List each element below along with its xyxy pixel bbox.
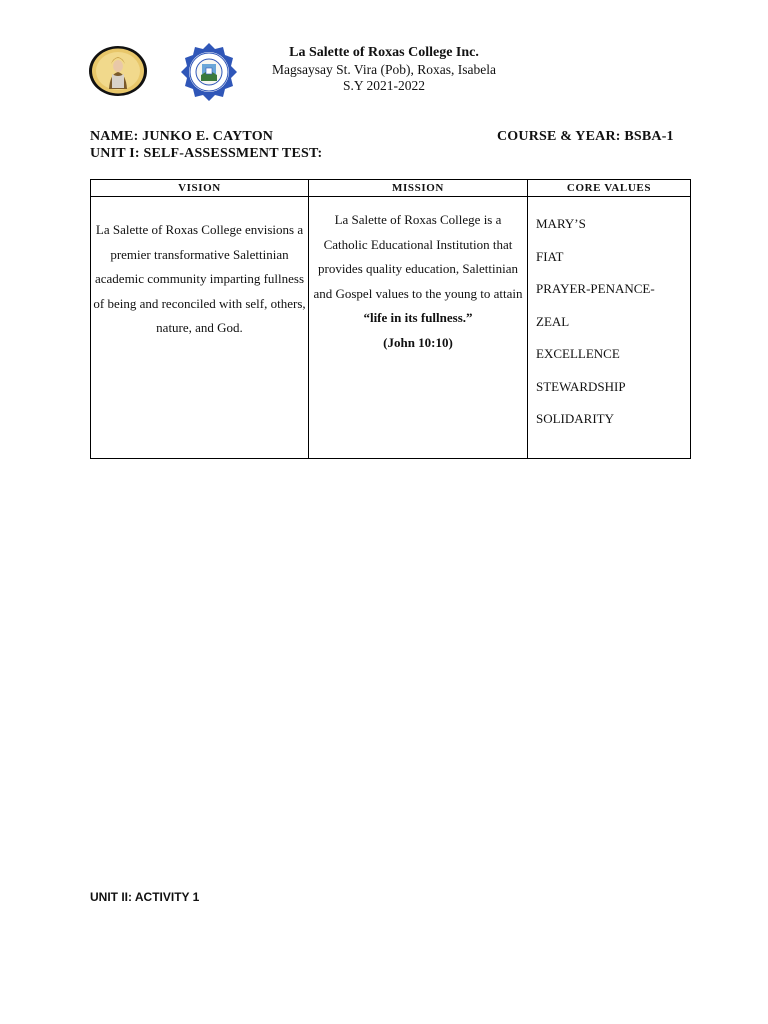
table-header-row: [91, 180, 691, 197]
list-item: EXCELLENCE: [536, 346, 620, 361]
list-item: MARY’S: [536, 216, 586, 231]
list-item: SOLIDARITY: [536, 411, 614, 426]
mission-header: MISSION: [309, 180, 528, 197]
list-item: ZEAL: [536, 313, 570, 329]
core-values-cell: [528, 197, 691, 459]
vision-mission-table: [90, 179, 691, 459]
student-name: NAME: JUNKO E. CAYTON: [90, 129, 274, 144]
document-header: [0, 44, 768, 94]
course-year: COURSE & YEAR: BSBA-1: [497, 129, 674, 144]
mission-reference: (John 10:10): [383, 334, 453, 350]
vision-cell: [91, 197, 309, 459]
vision-text: La Salette of Roxas College envisions a premier transformative Salettinian academic community imparting fullness of being and reconciled with self, others, nature, and God.: [93, 222, 306, 335]
list-item: PRAYER-PENANCE-: [536, 281, 655, 296]
list-item: FIAT: [536, 248, 564, 264]
table-row: [91, 197, 691, 459]
school-year: S.Y 2021-2022: [342, 78, 425, 93]
unit2-title: UNIT II: ACTIVITY 1: [90, 890, 200, 904]
institution-address: Magsaysay St. Vira (Pob), Roxas, Isabela: [272, 62, 496, 77]
core-values-list: [529, 198, 689, 436]
mission-text: La Salette of Roxas College is a Catholic Educational Institution that provides quality education, Salettinian and Gospel values to the young to attain: [313, 212, 523, 301]
institution-name: La Salette of Roxas College Inc.: [289, 45, 479, 60]
mission-cell: [309, 197, 528, 459]
core-values-header: CORE VALUES: [528, 180, 691, 197]
unit1-title: UNIT I: SELF-ASSESSMENT TEST:: [90, 146, 323, 161]
vision-header: VISION: [91, 180, 309, 197]
list-item: STEWARDSHIP: [536, 378, 626, 394]
mission-emphasis: “life in its fullness.”: [363, 310, 473, 325]
